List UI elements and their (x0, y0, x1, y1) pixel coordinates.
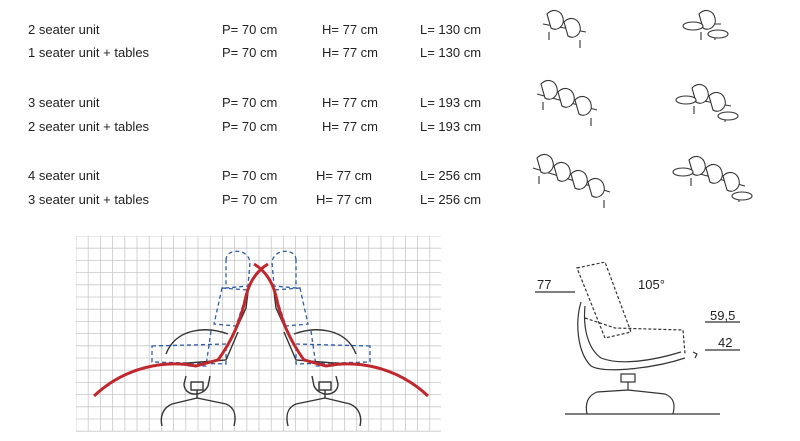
ergonomic-curve-left (94, 264, 268, 396)
seat-shape (706, 165, 722, 184)
seat-shape (554, 163, 570, 182)
armrest-outline (585, 318, 685, 354)
seating-thumbnail (537, 81, 597, 126)
depth-value: P= 70 cm (222, 45, 278, 60)
height-value: H= 77 cm (322, 45, 378, 60)
ergonomic-curve-right (254, 264, 428, 396)
height-value: H= 77 cm (322, 95, 378, 110)
height-value: H= 77 cm (316, 168, 372, 183)
seat-shape (571, 171, 587, 190)
length-value: L= 130 cm (420, 22, 482, 37)
seat-shape (564, 19, 580, 38)
height-value: H= 77 cm (322, 22, 378, 37)
leg-front (586, 382, 628, 414)
seat-inner (585, 306, 681, 362)
unit-name: 3 seater unit (28, 95, 100, 110)
seating-thumbnail (673, 157, 752, 202)
side-table (676, 96, 696, 104)
seat-tip (693, 352, 697, 358)
seat-shape (575, 97, 591, 116)
seating-thumbnail (543, 11, 586, 48)
unit-name: 2 seater unit (28, 22, 100, 37)
dimension-height-label: 77 (537, 277, 552, 292)
posture-outline-left (152, 251, 250, 366)
side-table (683, 22, 703, 30)
length-value: L= 193 cm (420, 95, 482, 110)
seating-thumbnail (533, 155, 610, 208)
chair-side-right (274, 292, 361, 426)
height-value: H= 77 cm (322, 119, 378, 134)
seating-thumbnail (683, 11, 728, 40)
height-value: H= 77 cm (316, 192, 372, 207)
length-value: L= 193 cm (420, 119, 482, 134)
unit-name: 4 seater unit (28, 168, 100, 183)
seat-mount (621, 374, 635, 382)
side-table (732, 192, 752, 200)
side-table (673, 168, 693, 176)
depth-value: P= 70 cm (222, 192, 278, 207)
seating-thumbnail (676, 85, 738, 122)
dimension-armrest-label: 59,5 (710, 308, 736, 323)
dimension-seat-label: 42 (718, 335, 733, 350)
seat-shape (558, 89, 574, 108)
posture-outline-right (272, 251, 370, 366)
depth-value: P= 70 cm (222, 95, 278, 110)
seat-shape (547, 11, 563, 30)
seat-shape (541, 81, 557, 100)
length-value: L= 256 cm (420, 192, 482, 207)
seat-shell (578, 302, 685, 370)
dimension-angle-label: 105° (638, 277, 665, 292)
ergonomic-grid-diagram (76, 236, 446, 436)
unit-name: 2 seater unit + tables (28, 119, 150, 134)
side-table (718, 112, 738, 120)
length-value: L= 256 cm (420, 168, 482, 183)
unit-name: 1 seater unit + tables (28, 45, 150, 60)
seat-shape (723, 173, 739, 192)
depth-value: P= 70 cm (222, 168, 278, 183)
seat-shape (709, 93, 725, 112)
leg-rear (628, 390, 674, 414)
depth-value: P= 70 cm (222, 119, 278, 134)
seat-shape (588, 179, 604, 198)
side-table (708, 30, 728, 38)
unit-name: 3 seater unit + tables (28, 192, 150, 207)
length-value: L= 130 cm (420, 45, 482, 60)
depth-value: P= 70 cm (222, 22, 278, 37)
